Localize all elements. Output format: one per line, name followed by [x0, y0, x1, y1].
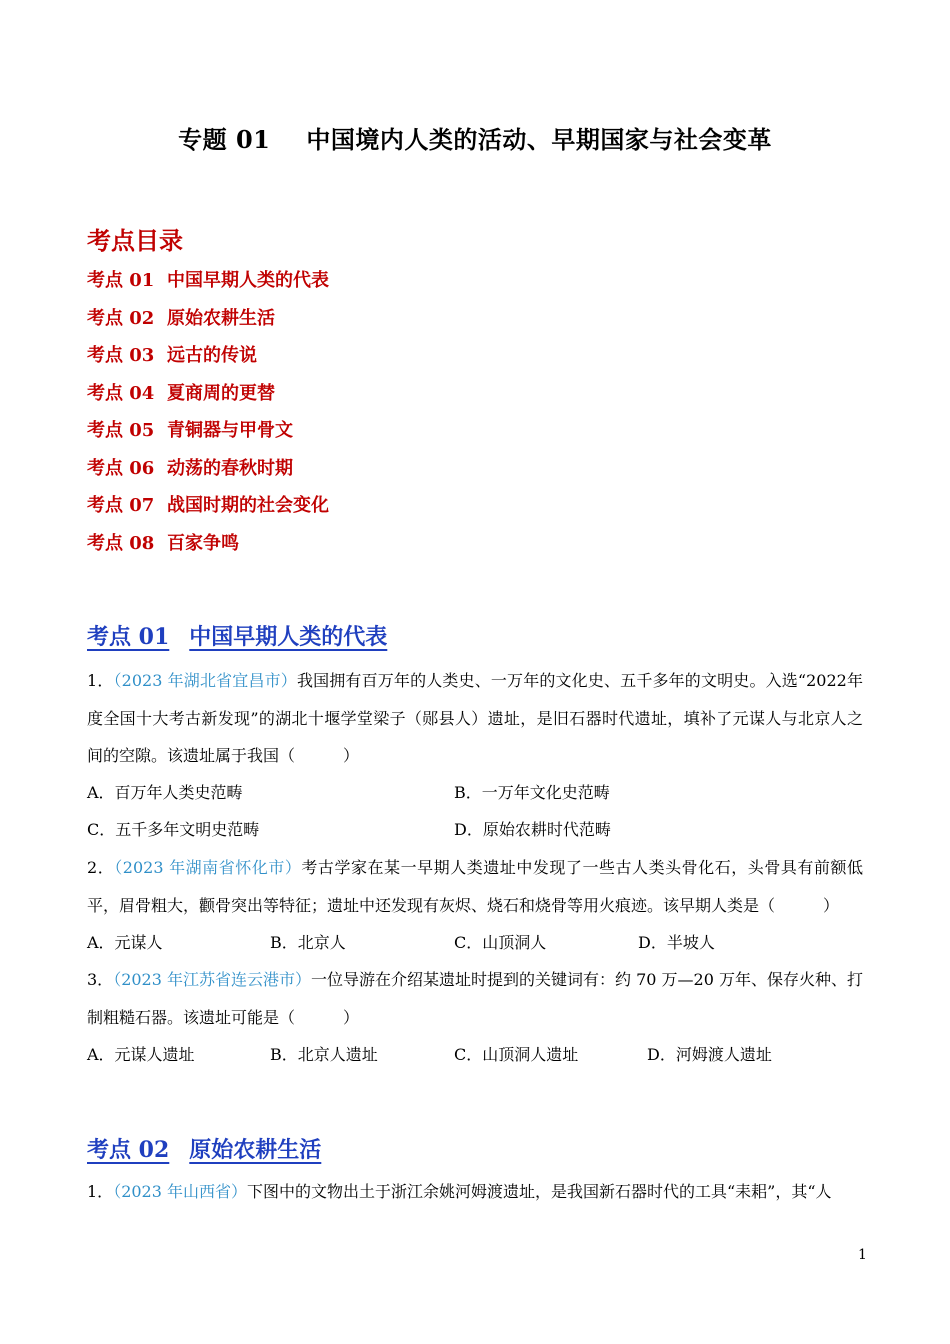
toc-item-label: 夏商周的更替 — [167, 382, 275, 404]
question-text: 考古学家在某一早期人类遗址中发现了一些古人类头骨化石，头骨具有前额低平，眉骨粗大，颧骨突出等特征；遗址中还发现有灰烬、烧石和烧骨等用火痕迹。该早期人类是（ ） — [87, 858, 863, 915]
option-c: C．山顶洞人遗址 — [454, 1045, 579, 1064]
option-a: A．元谋人 — [87, 933, 163, 952]
question-source: （2023 年江苏省连云港市） — [113, 970, 311, 989]
toc-item-key: 考点 04 — [87, 382, 155, 404]
section-key: 考点 02 — [87, 1137, 170, 1163]
question-text: 一位导游在介绍某遗址时提到的关键词有：约 70 万—20 万年、保存火种、打制粗糙石器。该遗址可能是（ ） — [87, 970, 863, 1027]
toc-item-label: 原始农耕生活 — [167, 307, 275, 329]
option-c: C．五千多年文明史范畴 — [87, 820, 260, 839]
question-text: 我国拥有百万年的人类史、一万年的文化史、五千多年的文明史。入选“2022年度全国十大考古新发现”的湖北十堰学堂梁子（郧县人）遗址，是旧石器时代遗址，填补了元谋人与北京人之间的空隙。该遗址属于我国（ ） — [87, 671, 863, 765]
toc-item[interactable] — [87, 266, 329, 304]
toc-item-key: 考点 03 — [87, 345, 155, 366]
toc-item-key: 考点 01 — [87, 270, 155, 291]
question-3 — [87, 961, 863, 1036]
question-source: （2023 年湖北省宜昌市） — [113, 671, 297, 690]
page-number: 1 — [858, 1247, 867, 1263]
toc-item[interactable] — [87, 529, 329, 567]
toc-item[interactable] — [87, 304, 329, 342]
option-a: A．元谋人遗址 — [87, 1045, 195, 1064]
section-heading-01[interactable] — [87, 620, 387, 651]
toc-item[interactable] — [87, 341, 329, 379]
section-title: 原始农耕生活 — [189, 1137, 322, 1163]
question-number: 2． — [87, 858, 115, 877]
toc-item-label: 百家争鸣 — [167, 532, 239, 554]
question-source: （2023 年山西省） — [113, 1182, 247, 1201]
option-d: D．原始农耕时代范畴 — [454, 820, 611, 839]
toc-item-label: 青铜器与甲骨文 — [167, 420, 293, 441]
title-number: 专题 01 — [178, 125, 271, 154]
toc-item-label: 动荡的春秋时期 — [167, 457, 293, 479]
toc-item-key: 考点 06 — [87, 457, 155, 479]
toc-item-label: 远古的传说 — [167, 345, 257, 366]
section-title: 中国早期人类的代表 — [189, 624, 388, 650]
option-b: B．一万年文化史范畴 — [454, 783, 610, 802]
option-d: D．半坡人 — [638, 933, 715, 952]
question-number: 1． — [87, 671, 114, 690]
toc-item[interactable] — [87, 416, 329, 454]
toc-item-key: 考点 05 — [87, 420, 155, 441]
toc-item-label: 战国时期的社会变化 — [167, 495, 329, 516]
toc-item-key: 考点 08 — [87, 532, 155, 554]
toc-list — [87, 266, 329, 566]
question-2 — [87, 849, 863, 924]
question-number: 3． — [87, 970, 114, 989]
document-title — [0, 120, 950, 155]
toc-heading: 考点目录 — [87, 226, 183, 255]
toc-item-key: 考点 07 — [87, 495, 155, 516]
toc-item-key: 考点 02 — [87, 307, 155, 329]
section-key: 考点 01 — [87, 624, 170, 650]
question-text: 下图中的文物出土于浙江余姚河姆渡遗址，是我国新石器时代的工具“耒耜”，其“人 — [247, 1182, 832, 1201]
question-number: 1． — [87, 1182, 114, 1201]
question-1 — [87, 662, 863, 775]
option-b: B．北京人 — [270, 933, 346, 952]
option-c: C．山顶洞人 — [454, 933, 547, 952]
question-1 — [87, 1173, 863, 1211]
option-b: B．北京人遗址 — [270, 1045, 378, 1064]
title-text: 中国境内人类的活动、早期国家与社会变革 — [306, 125, 772, 154]
toc-item-label: 中国早期人类的代表 — [167, 270, 329, 291]
question-source: （2023 年湖南省怀化市） — [114, 858, 302, 877]
option-a: A．百万年人类史范畴 — [87, 783, 243, 802]
section-heading-02[interactable] — [87, 1133, 321, 1164]
toc-item[interactable] — [87, 454, 329, 492]
toc-item[interactable] — [87, 379, 329, 417]
toc-item[interactable] — [87, 491, 329, 529]
option-d: D．河姆渡人遗址 — [647, 1045, 772, 1064]
